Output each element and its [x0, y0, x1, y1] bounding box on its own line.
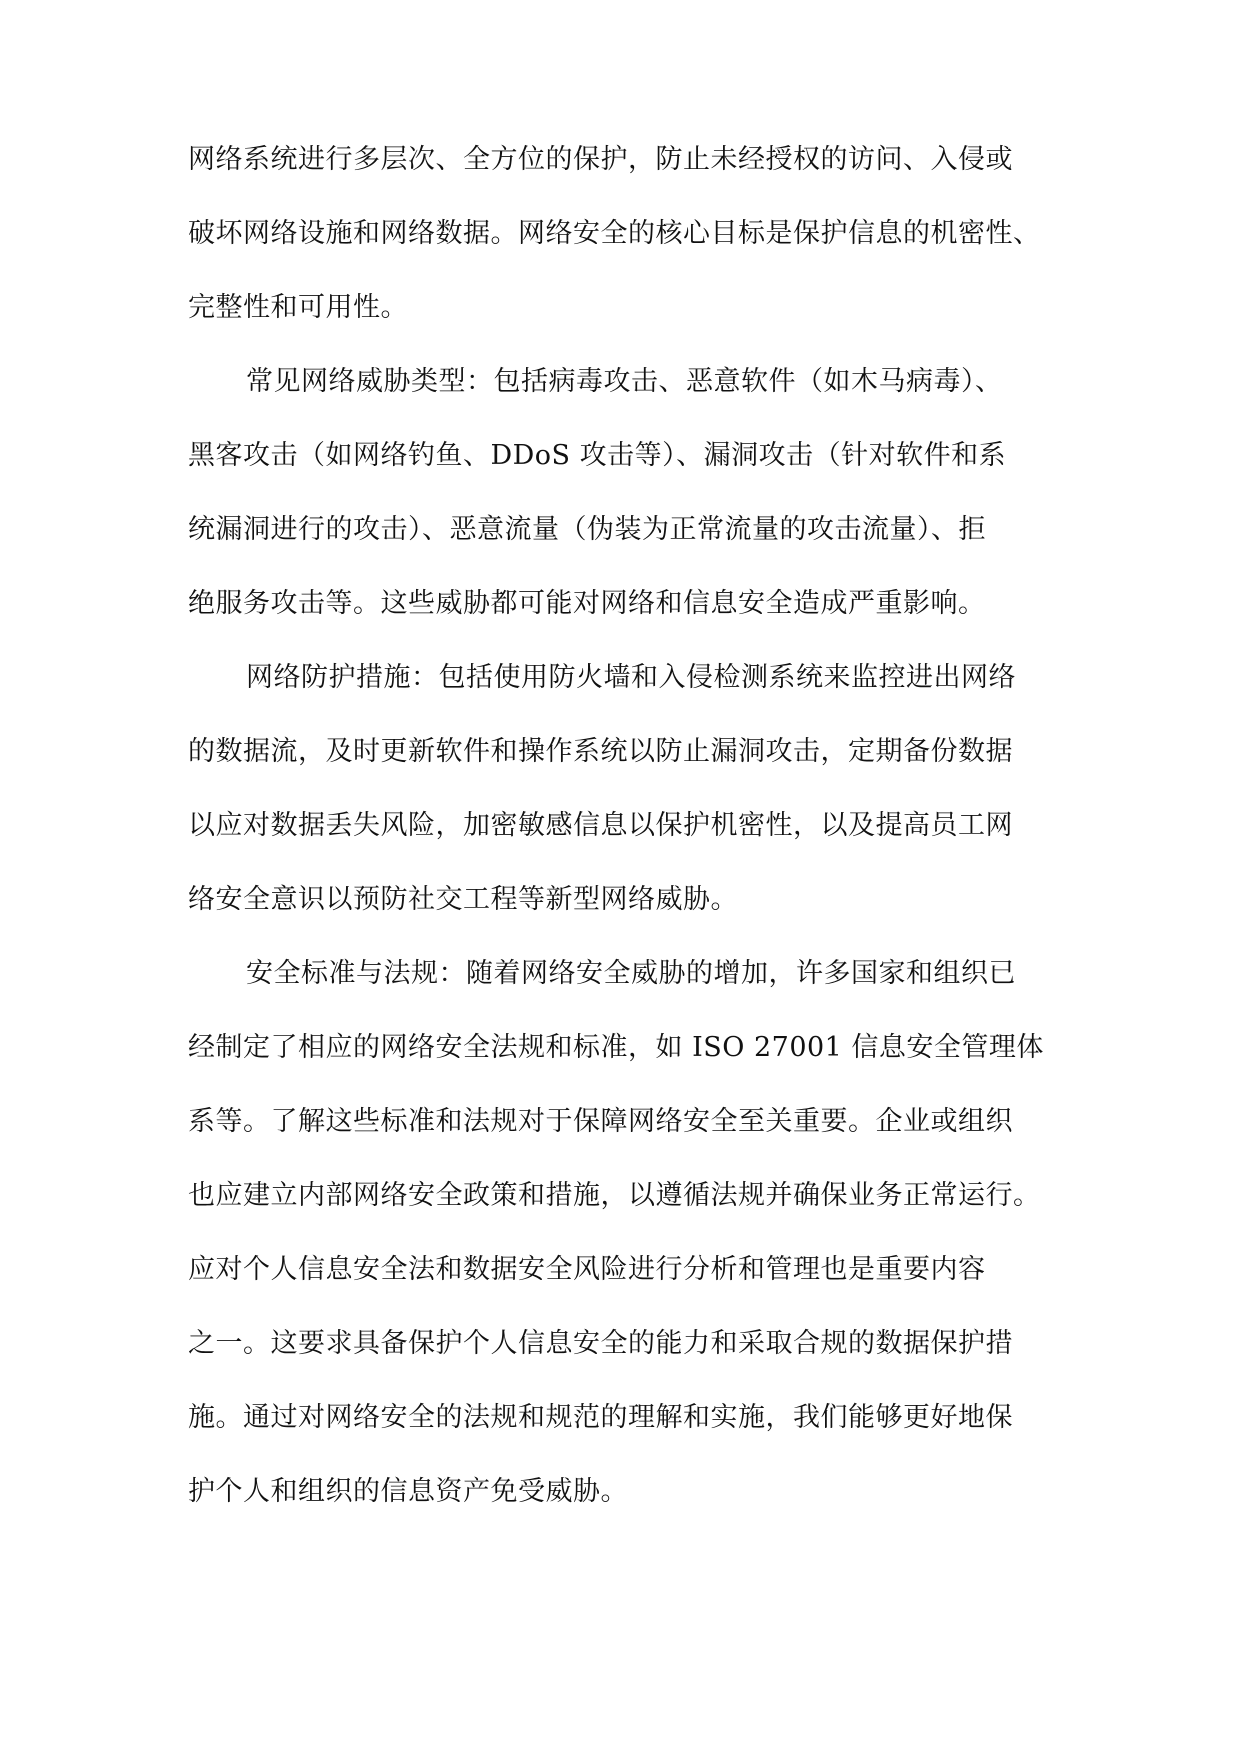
text-line: 施。通过对网络安全的法规和规范的理解和实施，我们能够更好地保	[188, 1402, 1013, 1433]
text-line: 络安全意识以预防社交工程等新型网络威胁。	[188, 884, 738, 915]
text-line: 系等。了解这些标准和法规对于保障网络安全至关重要。企业或组织	[188, 1106, 1013, 1137]
text-line: 网络系统进行多层次、全方位的保护，防止未经授权的访问、入侵或	[188, 144, 1013, 175]
text-line: 应对个人信息安全法和数据安全风险进行分析和管理也是重要内容	[188, 1254, 986, 1285]
text-line: 的数据流，及时更新软件和操作系统以防止漏洞攻击，定期备份数据	[188, 736, 1013, 767]
paragraph-start-line: 常见网络威胁类型：包括病毒攻击、恶意软件（如木马病毒）、	[246, 366, 1003, 397]
text-line: 统漏洞进行的攻击）、恶意流量（伪装为正常流量的攻击流量）、拒	[188, 514, 986, 545]
text-line: 之一。这要求具备保护个人信息安全的能力和采取合规的数据保护措	[188, 1328, 1013, 1359]
text-line: 黑客攻击（如网络钓鱼、DDoS 攻击等）、漏洞攻击（针对软件和系	[188, 440, 1007, 471]
text-line: 也应建立内部网络安全政策和措施，以遵循法规并确保业务正常运行。	[188, 1180, 1041, 1211]
text-line: 完整性和可用性。	[188, 292, 408, 323]
paragraph-start-line: 安全标准与法规：随着网络安全威胁的增加，许多国家和组织已	[246, 958, 1016, 989]
text-line: 以应对数据丢失风险，加密敏感信息以保护机密性，以及提高员工网	[188, 810, 1013, 841]
text-line: 护个人和组织的信息资产免受威胁。	[188, 1476, 628, 1507]
text-line: 经制定了相应的网络安全法规和标准，如 ISO 27001 信息安全管理体	[188, 1032, 1044, 1063]
text-line: 绝服务攻击等。这些威胁都可能对网络和信息安全造成严重影响。	[188, 588, 986, 619]
paragraph-start-line: 网络防护措施：包括使用防火墙和入侵检测系统来监控进出网络	[246, 662, 1016, 693]
text-line: 破坏网络设施和网络数据。网络安全的核心目标是保护信息的机密性、	[188, 218, 1041, 249]
document-body	[188, 144, 1088, 1550]
